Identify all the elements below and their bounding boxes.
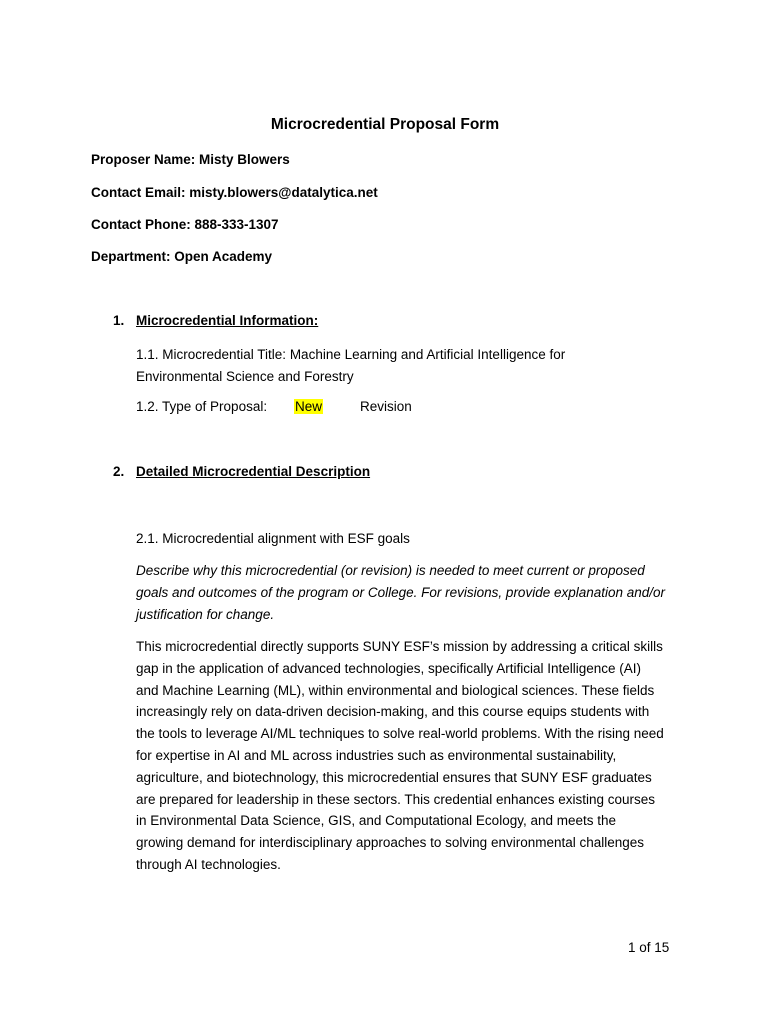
- section-number: 2.: [113, 464, 125, 479]
- proposal-type-label: 1.2. Type of Proposal:: [136, 399, 268, 414]
- instruction-text: Describe why this microcredential (or revision) is needed to meet current or proposed goals and outcomes of the program or College. For revisions, provide explanation and/or justification for change.: [136, 563, 666, 622]
- section-number: 1.: [113, 313, 125, 328]
- page-number: 1 of 15: [628, 940, 670, 955]
- page-title: Microcredential Proposal Form: [270, 116, 500, 133]
- contact-phone: Contact Phone: 888-333-1307: [91, 217, 279, 232]
- section-title: Detailed Microcredential Description: [136, 464, 371, 479]
- section-heading-1: [113, 313, 318, 328]
- proposal-type-row: [136, 399, 412, 414]
- section-heading-2: [113, 464, 370, 479]
- proposal-option-revision: Revision: [360, 399, 412, 414]
- section-title: Microcredential Information:: [136, 313, 319, 328]
- proposal-option-new: New: [295, 399, 323, 414]
- response-text: This microcredential directly supports SUNY ESF’s mission by addressing a critical skills gap in the application of advanced technologies, specifically Artificial Intelligence (AI) and Machine Learning (ML), within environmental and biological sciences. These fields increasingly rely on data-driven decision-making, and this course equips students with the tools to leverage AI/ML techniques to solve real-world problems. With the rising need for expertise in AI and ML across industries such as environmental sustainability, agriculture, and biotechnology, this microcredential ensures that SUNY ESF graduates are prepared for leadership in these sectors. This credential enhances existing courses in Environmental Data Science, GIS, and Computational Ecology, and meets the growing demand for interdisciplinary approaches to solving environmental challenges through AI technologies.: [136, 639, 664, 872]
- microcredential-title: 1.1. Microcredential Title: Machine Learning and Artificial Intelligence for Environmental Science and Forestry: [136, 347, 566, 384]
- proposer-name: Proposer Name: Misty Blowers: [91, 152, 290, 167]
- alignment-heading: 2.1. Microcredential alignment with ESF goals: [136, 531, 410, 546]
- contact-email: Contact Email: misty.blowers@datalytica.net: [91, 185, 378, 200]
- department: Department: Open Academy: [91, 249, 273, 264]
